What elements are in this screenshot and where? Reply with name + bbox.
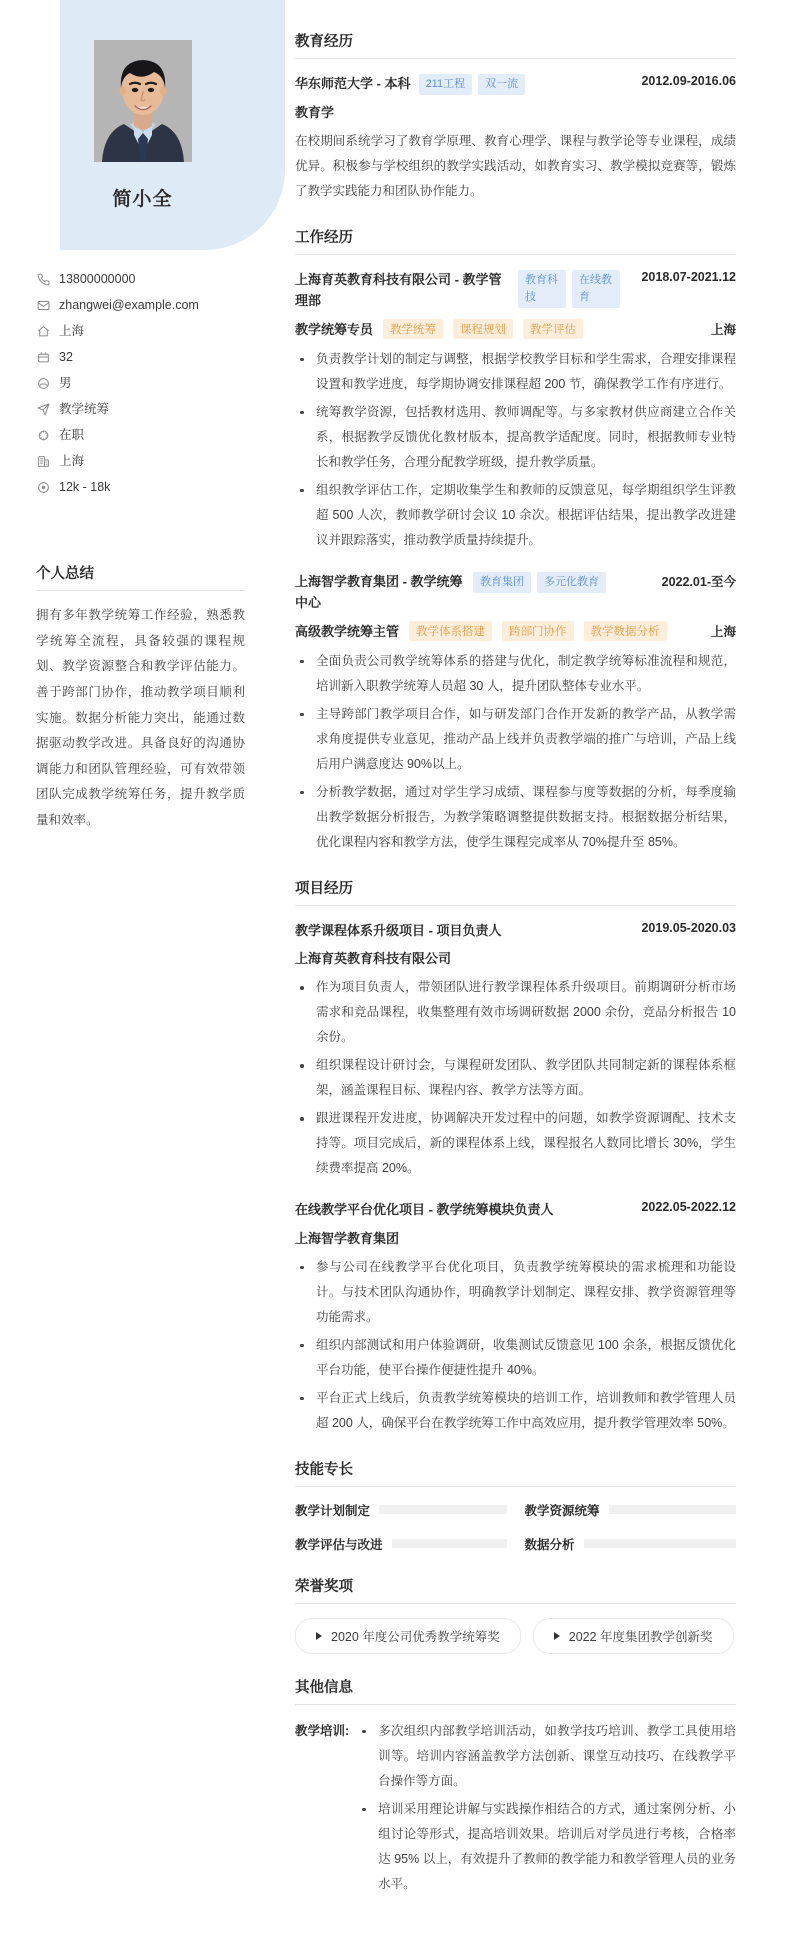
bullet-item: 组织教学评估工作，定期收集学生和教师的反馈意见，每学期组织学生评教超 500 人次，教师教学研讨会议 10 余次。根据评估结果，提出教学改进建议并跟踪落实，推动教学质量持续提升。 bbox=[295, 478, 736, 553]
skill-item bbox=[525, 1535, 737, 1553]
personal-summary-section bbox=[0, 562, 285, 834]
bullet-item: 平台正式上线后，负责教学统筹模块的培训工作，培训教师和教学管理人员超 200 人，确保平台在教学统筹工作中高效应用，提升教学管理效率 50%。 bbox=[295, 1386, 736, 1436]
tag: 211工程 bbox=[419, 74, 473, 95]
work-entry-subhead bbox=[295, 319, 736, 339]
bullet-item: 组织内部测试和用户体验调研，收集测试反馈意见 100 余条，根据反馈优化平台功能，使平台操作便捷性提升 40%。 bbox=[295, 1333, 736, 1383]
main-content bbox=[285, 0, 794, 1952]
other-info-bullets bbox=[357, 1719, 736, 1897]
work-company: 上海智学教育集团 - 教学统筹中心 bbox=[295, 573, 463, 611]
section-title-other-info: 其他信息 bbox=[295, 1676, 736, 1705]
contact-item-salary bbox=[36, 474, 285, 500]
bullet-item: 负责教学计划的制定与调整，根据学校教学目标和学生需求，合理安排课程设置和教学进度，每学期协调安排课程超 200 节，确保教学工作有序进行。 bbox=[295, 347, 736, 397]
skill-label: 教学计划制定 bbox=[295, 1503, 371, 1518]
personal-summary-text: 拥有多年教学统筹工作经验，熟悉教学统筹全流程，具备较强的课程规划、教学资源整合和教学评估能力。善于跨部门协作，推动教学项目顺利实施。数据分析能力突出，能通过数据驱动教学改进。具备良好的沟通协调能力和团队管理经验，可有效带领团队完成教学统筹任务，提升教学质量和效率。 bbox=[36, 608, 245, 827]
tag: 教育集团 bbox=[473, 572, 531, 593]
contact-item-age bbox=[36, 344, 285, 370]
education-major: 教育学 bbox=[295, 105, 335, 121]
work-role-tags bbox=[409, 621, 667, 641]
contact-list bbox=[0, 266, 285, 500]
bullet-item: 组织课程设计研讨会，与课程研发团队、教学团队共同制定新的课程体系框架，涵盖课程目标、课程内容、教学方法等方面。 bbox=[295, 1053, 736, 1103]
contact-item-gender bbox=[36, 370, 285, 396]
section-title-awards: 荣誉奖项 bbox=[295, 1575, 736, 1604]
contact-item-email bbox=[36, 292, 285, 318]
project-entry bbox=[295, 920, 736, 1181]
skill-progress-track bbox=[609, 1505, 736, 1514]
person-name: 简小全 bbox=[112, 189, 173, 210]
sidebar bbox=[0, 0, 285, 874]
tag: 教学数据分析 bbox=[584, 621, 667, 641]
contact-value-gender: 男 bbox=[59, 376, 72, 390]
education-school: 华东师范大学 - 本科 bbox=[295, 76, 411, 91]
education-tags bbox=[419, 73, 526, 95]
education-description: 在校期间系统学习了教育学原理、教育心理学、课程与教学论等专业课程，成绩优异。积极参与学校组织的教学实践活动，如教育实习、教学模拟竞赛等，锻炼了教学实践能力和团队协作能力。 bbox=[295, 134, 736, 199]
project-bullets bbox=[295, 975, 736, 1181]
work-entry-head bbox=[295, 269, 736, 312]
work-role-tags bbox=[383, 319, 583, 339]
tag: 教学评估 bbox=[523, 319, 583, 339]
contact-item-phone bbox=[36, 266, 285, 292]
bullet-item: 分析教学数据，通过对学生学习成绩、课程参与度等数据的分析，每季度输出教学数据分析报告，为教学策略调整提供数据支持。根据数据分析结果，优化课程内容和教学方法，使学生课程完成率从 70%提升至 85%。 bbox=[295, 780, 736, 855]
work-entry-head bbox=[295, 571, 736, 614]
work-tags bbox=[518, 269, 620, 308]
section-work bbox=[295, 226, 736, 855]
project-name: 教学课程体系升级项目 - 项目负责人 bbox=[295, 922, 502, 938]
bullet-item: 多次组织内部教学培训活动，如教学技巧培训、教学工具使用培训等。培训内容涵盖教学方法创新、课堂互动技巧、在线教学平台操作等方面。 bbox=[357, 1719, 736, 1794]
project-name: 在线教学平台优化项目 - 教学统筹模块负责人 bbox=[295, 1202, 554, 1218]
bullet-item: 全面负责公司教学统筹体系的搭建与优化，制定教学统筹标准流程和规范，培训新入职教学统筹人员超 30 人，提升团队整体专业水平。 bbox=[295, 649, 736, 699]
work-date: 2018.07-2021.12 bbox=[641, 270, 736, 285]
section-title-skills: 技能专长 bbox=[295, 1458, 736, 1487]
contact-value-city: 上海 bbox=[59, 454, 85, 468]
project-entry bbox=[295, 1199, 736, 1435]
work-date: 2022.01-至今 bbox=[661, 574, 736, 589]
play-triangle-icon bbox=[554, 1632, 560, 1640]
other-info-body bbox=[357, 1719, 736, 1900]
phone-icon bbox=[36, 272, 50, 286]
tag: 教学体系搭建 bbox=[409, 621, 492, 641]
salary-icon bbox=[36, 480, 50, 494]
work-entry bbox=[295, 571, 736, 855]
calendar-icon bbox=[36, 350, 50, 364]
project-company: 上海智学教育集团 bbox=[295, 1230, 400, 1246]
section-other-info bbox=[295, 1676, 736, 1900]
contact-item-city bbox=[36, 448, 285, 474]
project-company: 上海育英教育科技有限公司 bbox=[295, 951, 452, 967]
contact-item-status bbox=[36, 422, 285, 448]
skill-progress-track bbox=[392, 1539, 507, 1548]
education-date: 2012.09-2016.06 bbox=[641, 74, 736, 88]
bullet-item: 参与公司在线教学平台优化项目，负责教学统筹模块的需求梳理和功能设计。与技术团队沟通协作，明确教学计划制定、课程安排、教学资源管理等功能需求。 bbox=[295, 1255, 736, 1330]
tag: 跨部门协作 bbox=[502, 621, 574, 641]
contact-value-status: 在职 bbox=[59, 428, 85, 442]
skill-progress-track bbox=[379, 1505, 506, 1514]
work-bullets bbox=[295, 347, 736, 553]
project-entry-head bbox=[295, 920, 736, 941]
send-icon bbox=[36, 402, 50, 416]
contact-value-phone: 13800000000 bbox=[59, 272, 136, 286]
gender-icon bbox=[36, 376, 50, 390]
other-info-label: 教学培训: bbox=[295, 1723, 350, 1738]
work-location: 上海 bbox=[710, 322, 736, 337]
education-entry bbox=[295, 73, 736, 204]
other-info-group bbox=[295, 1719, 736, 1900]
home-icon bbox=[36, 324, 50, 338]
bullet-item: 培训采用理论讲解与实践操作相结合的方式，通过案例分析、小组讨论等形式，提高培训效果。培训后对学员进行考核，合格率达 95% 以上，有效提升了教师的教学能力和教学管理人员的业务水平。 bbox=[357, 1797, 736, 1897]
skill-item bbox=[295, 1535, 507, 1553]
skill-item bbox=[295, 1501, 507, 1519]
project-date: 2019.05-2020.03 bbox=[641, 920, 736, 935]
award-chip[interactable] bbox=[295, 1618, 521, 1654]
section-education bbox=[295, 30, 736, 204]
skill-item bbox=[525, 1501, 737, 1519]
contact-value-email: zhangwei@example.com bbox=[59, 298, 199, 312]
status-icon bbox=[36, 428, 50, 442]
tag: 双一流 bbox=[478, 74, 525, 95]
play-triangle-icon bbox=[316, 1632, 322, 1640]
profile-photo bbox=[94, 40, 192, 162]
skill-label: 教学资源统筹 bbox=[524, 1503, 600, 1518]
building-icon bbox=[36, 454, 50, 468]
work-bullets bbox=[295, 649, 736, 855]
skill-label: 教学评估与改进 bbox=[295, 1537, 383, 1552]
tag: 课程规划 bbox=[453, 319, 513, 339]
award-chip[interactable] bbox=[533, 1618, 734, 1654]
project-bullets bbox=[295, 1255, 736, 1436]
section-project bbox=[295, 877, 736, 1436]
bullet-item: 作为项目负责人，带领团队进行教学课程体系升级项目。前期调研分析市场需求和竞品课程，收集整理有效市场调研数据 2000 余份，竞品分析报告 10 余份。 bbox=[295, 975, 736, 1050]
bullet-item: 统筹教学资源，包括教材选用、教师调配等。与多家教材供应商建立合作关系，根据教学反馈优化教材版本，提高教学适配度。同时，根据教师专业特长和教学任务，合理分配教学班级，提升教学质量。 bbox=[295, 400, 736, 475]
bullet-item: 主导跨部门教学项目合作，如与研发部门合作开发新的教学产品，从教学需求角度提供专业意见，推动产品上线并负责教学端的推广与培训，产品上线后用户满意度达 90%以上。 bbox=[295, 702, 736, 777]
tag: 教育科技 bbox=[518, 270, 566, 308]
contact-item-hometown bbox=[36, 318, 285, 344]
tag: 在线教育 bbox=[572, 270, 620, 308]
award-label: 2022 年度集团教学创新奖 bbox=[568, 1629, 713, 1644]
work-role: 高级教学统筹主管 bbox=[295, 624, 400, 640]
section-title-project: 项目经历 bbox=[295, 877, 736, 906]
project-date: 2022.05-2022.12 bbox=[641, 1200, 736, 1215]
section-awards bbox=[295, 1575, 736, 1654]
work-entry-subhead bbox=[295, 621, 736, 641]
award-label: 2020 年度公司优秀教学统筹奖 bbox=[331, 1629, 500, 1644]
tag: 教学统筹 bbox=[383, 319, 443, 339]
work-location: 上海 bbox=[710, 624, 736, 639]
work-company: 上海育英教育科技有限公司 - 教学管理部 bbox=[295, 272, 502, 309]
mail-icon bbox=[36, 298, 50, 312]
awards-row bbox=[295, 1618, 736, 1654]
work-entry bbox=[295, 269, 736, 553]
contact-value-position: 教学统筹 bbox=[59, 402, 110, 416]
work-tags bbox=[473, 571, 606, 593]
contact-item-position bbox=[36, 396, 285, 422]
contact-value-age: 32 bbox=[59, 350, 73, 364]
skill-label: 数据分析 bbox=[524, 1537, 575, 1552]
education-entry-head bbox=[295, 73, 736, 95]
skill-progress-track bbox=[584, 1539, 736, 1548]
contact-value-salary: 12k - 18k bbox=[59, 480, 111, 494]
project-entry-head bbox=[295, 1199, 736, 1220]
tag: 多元化教育 bbox=[537, 572, 606, 593]
section-title-work: 工作经历 bbox=[295, 226, 736, 255]
bullet-item: 跟进课程开发进度，协调解决开发过程中的问题，如教学资源调配、技术支持等。项目完成后，新的课程体系上线，课程报名人数同比增长 30%，学生续费率提高 20%。 bbox=[295, 1106, 736, 1181]
skills-grid bbox=[295, 1501, 736, 1553]
section-title-education: 教育经历 bbox=[295, 30, 736, 59]
section-skills bbox=[295, 1458, 736, 1553]
personal-summary-title: 个人总结 bbox=[36, 562, 245, 591]
photo-container bbox=[0, 0, 285, 162]
work-role: 教学统筹专员 bbox=[295, 322, 374, 338]
contact-value-hometown: 上海 bbox=[59, 324, 85, 338]
